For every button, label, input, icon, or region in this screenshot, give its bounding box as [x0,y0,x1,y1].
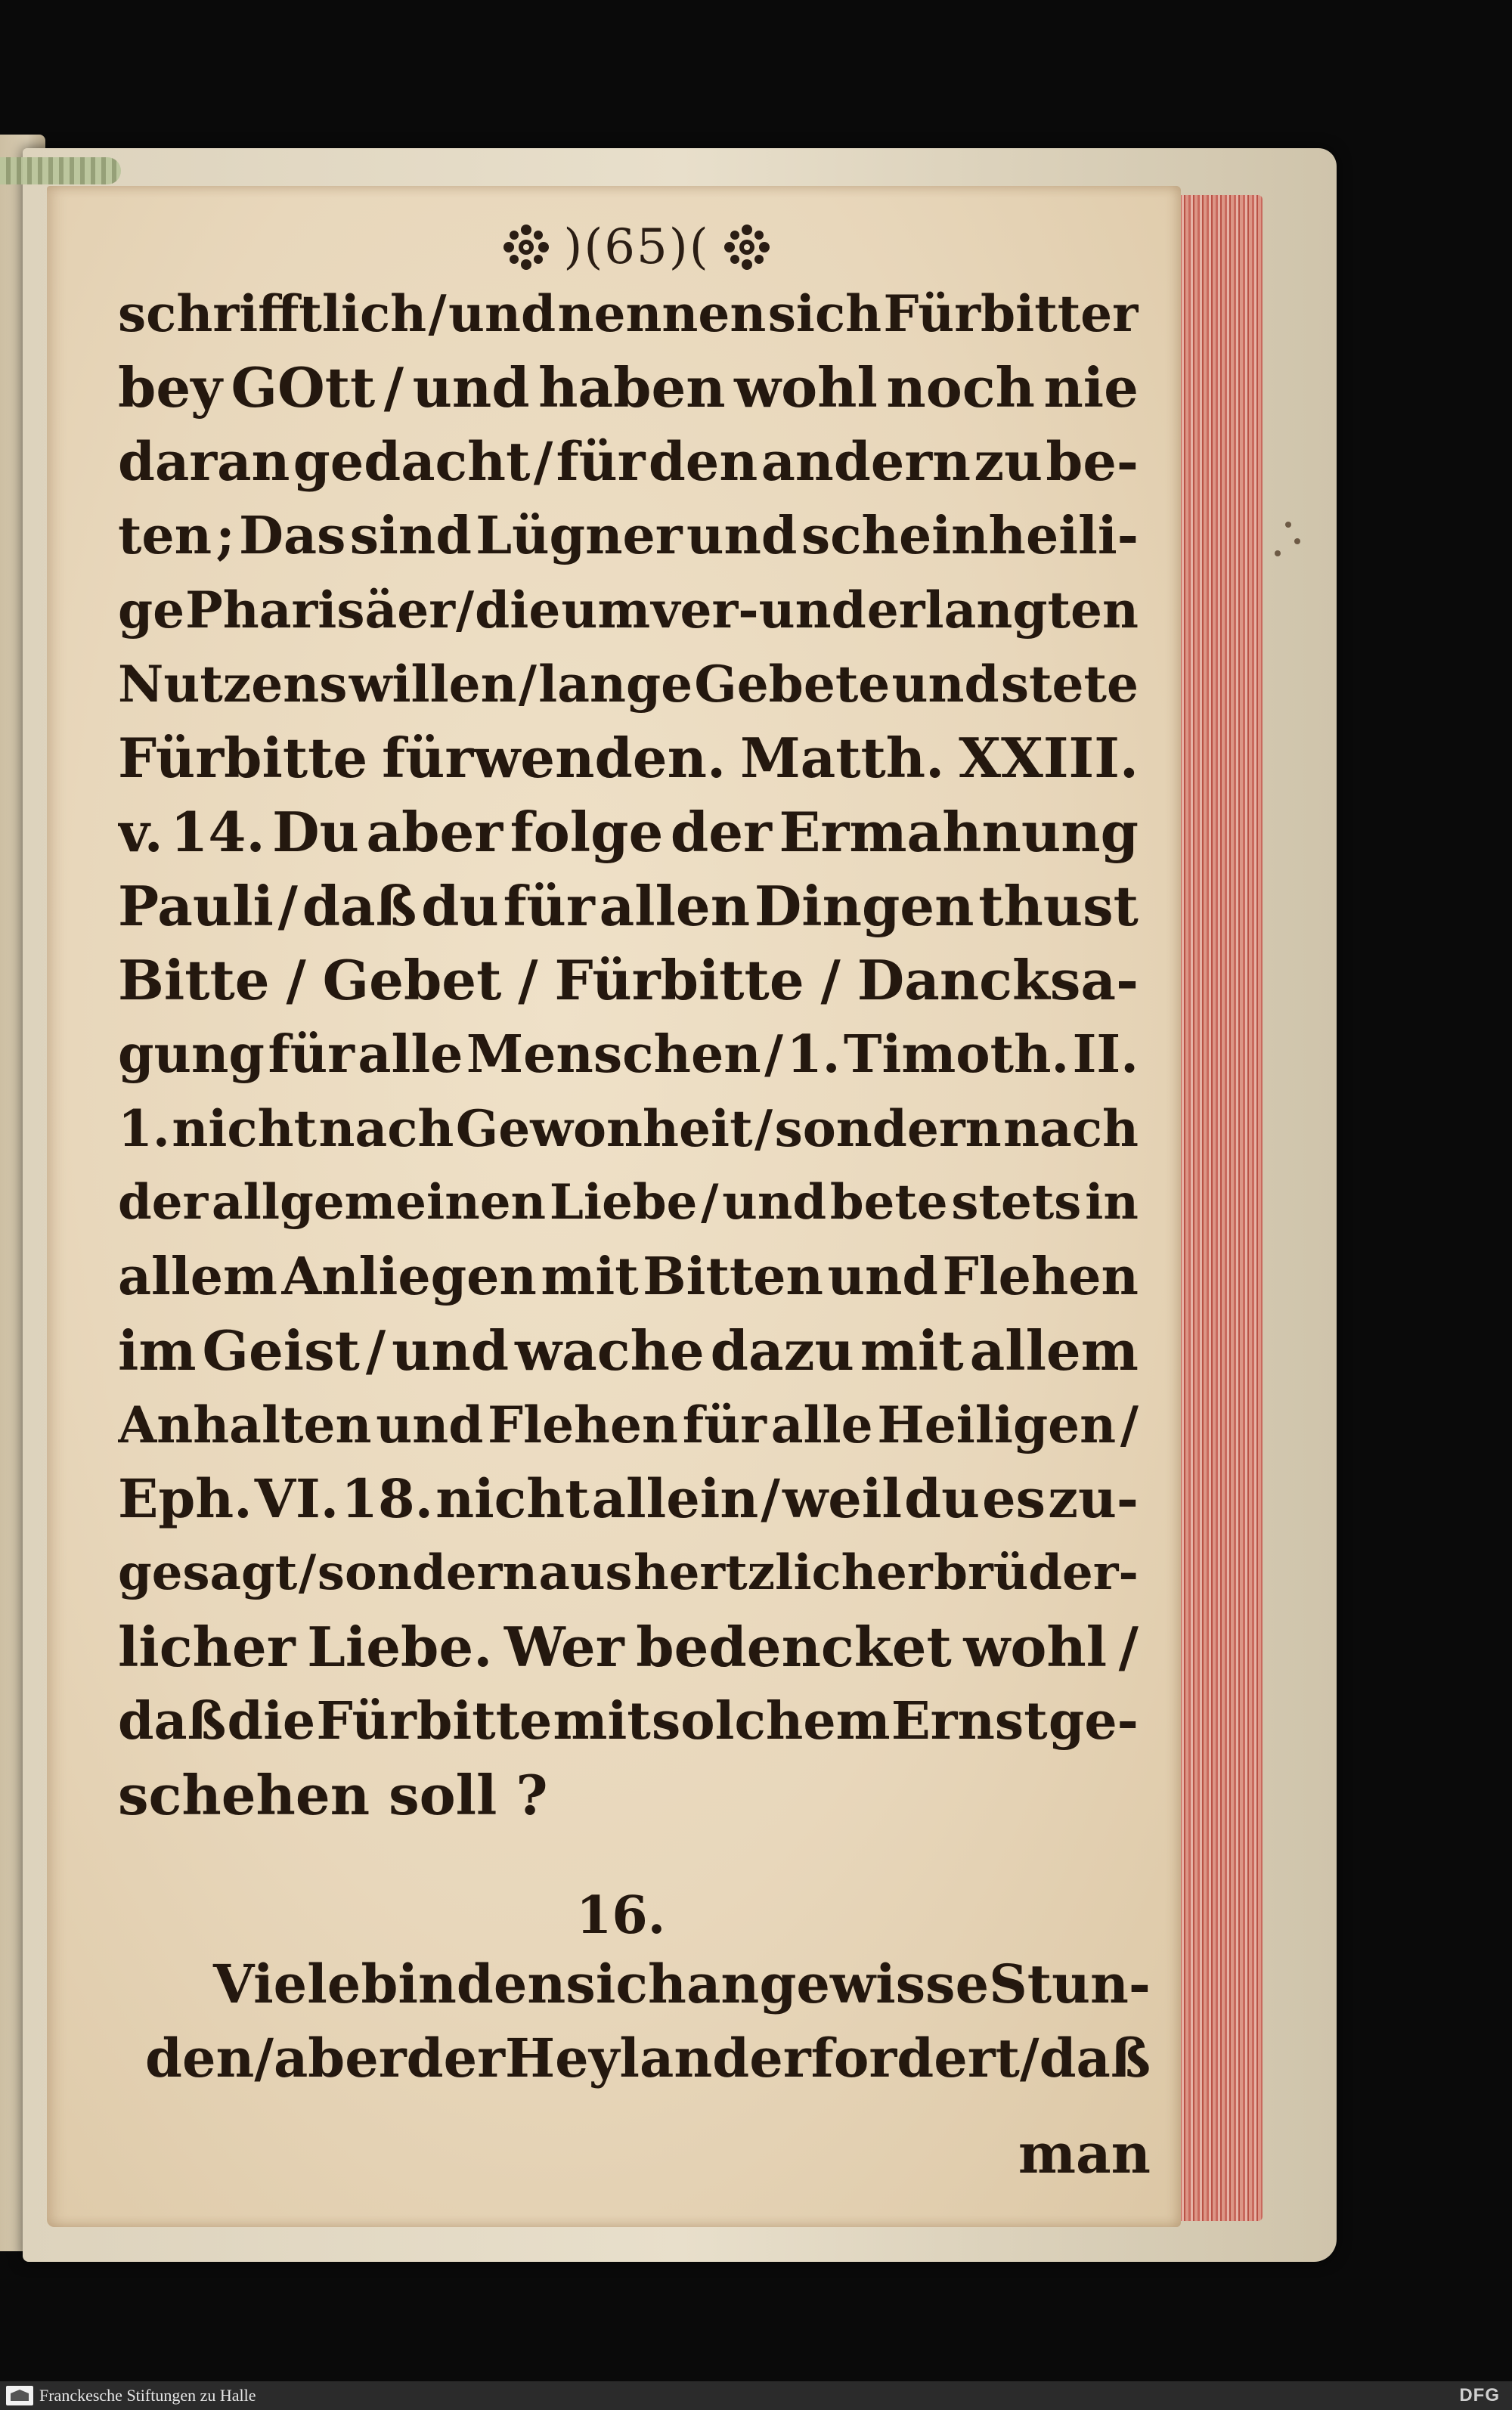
text-line: Nutzens willen / lange Gebete und stete [118,655,1139,714]
text-line: ten ; Das sind Lügner und scheinheili- [118,506,1139,566]
running-header [455,213,818,281]
book-page [47,186,1181,2227]
catchword: man [1018,2121,1151,2185]
text-line: 1. nicht nach Gewonheit / sondern nach [118,1099,1139,1158]
text-line: Anhalten und Flehen für alle Heiligen / [118,1396,1139,1454]
text-line: allem Anliegen mit Bitten und Flehen [118,1247,1139,1307]
text-line: schehen soll ? [118,1763,548,1827]
funder-logo: DFG [1459,2385,1500,2405]
text-line: Viele binden sich an gewisse Stun- [213,1953,1151,2015]
red-page-edges [1170,195,1263,2221]
text-line: gesagt / sondern aus hertzlicher brüder- [118,1544,1139,1601]
footer-bar [0,2381,1512,2410]
main-text [118,277,1139,1832]
text-line: Pauli / daß du für allen Dingen thust [118,874,1139,938]
institution-name: Franckesche Stiftungen zu Halle [39,2386,256,2405]
page-number: )(65)( [563,219,710,275]
text-line: bey GOtt / und haben wohl noch nie [118,355,1139,420]
rosette-ornament-left-icon [500,221,553,274]
text-line: der allgemeinen Liebe / und bete stets in [118,1174,1139,1231]
text-line: daran gedacht / für den andern zu be- [118,430,1139,493]
text-line: licher Liebe. Wer bedencket wohl / [118,1615,1139,1679]
text-line: ge Pharisäer / die um ver-und erlangten [118,581,1139,640]
text-line: daß die Fürbitte mit solchem Ernst ge- [118,1691,1139,1752]
text-line: den / aber der Heyland erfordert / daß [145,2027,1151,2089]
footer-institution [0,2386,256,2405]
text-line: v. 14. Du aber folge der Ermahnung [118,800,1139,864]
text-line: gung für alle Menschen / 1. Timoth. II. [118,1024,1139,1085]
section-number: 16. [576,1885,666,1946]
text-line: Fürbitte fürwenden. Matth. XXIII. [118,726,1139,790]
rosette-ornament-right-icon [720,221,773,274]
text-line: im Geist / und wache dazu mit allem [118,1318,1139,1383]
text-line: schrifftlich / und nennen sich Fürbitter [118,284,1139,343]
bookmark-ribbon [0,157,121,184]
text-line: Eph. VI. 18. nicht allein / weil du es zu- [118,1467,1139,1530]
institution-logo-icon [6,2386,33,2405]
text-line: Bitte / Gebet / Fürbitte / Dancksa- [118,948,1139,1012]
section-text [145,1947,1151,2096]
